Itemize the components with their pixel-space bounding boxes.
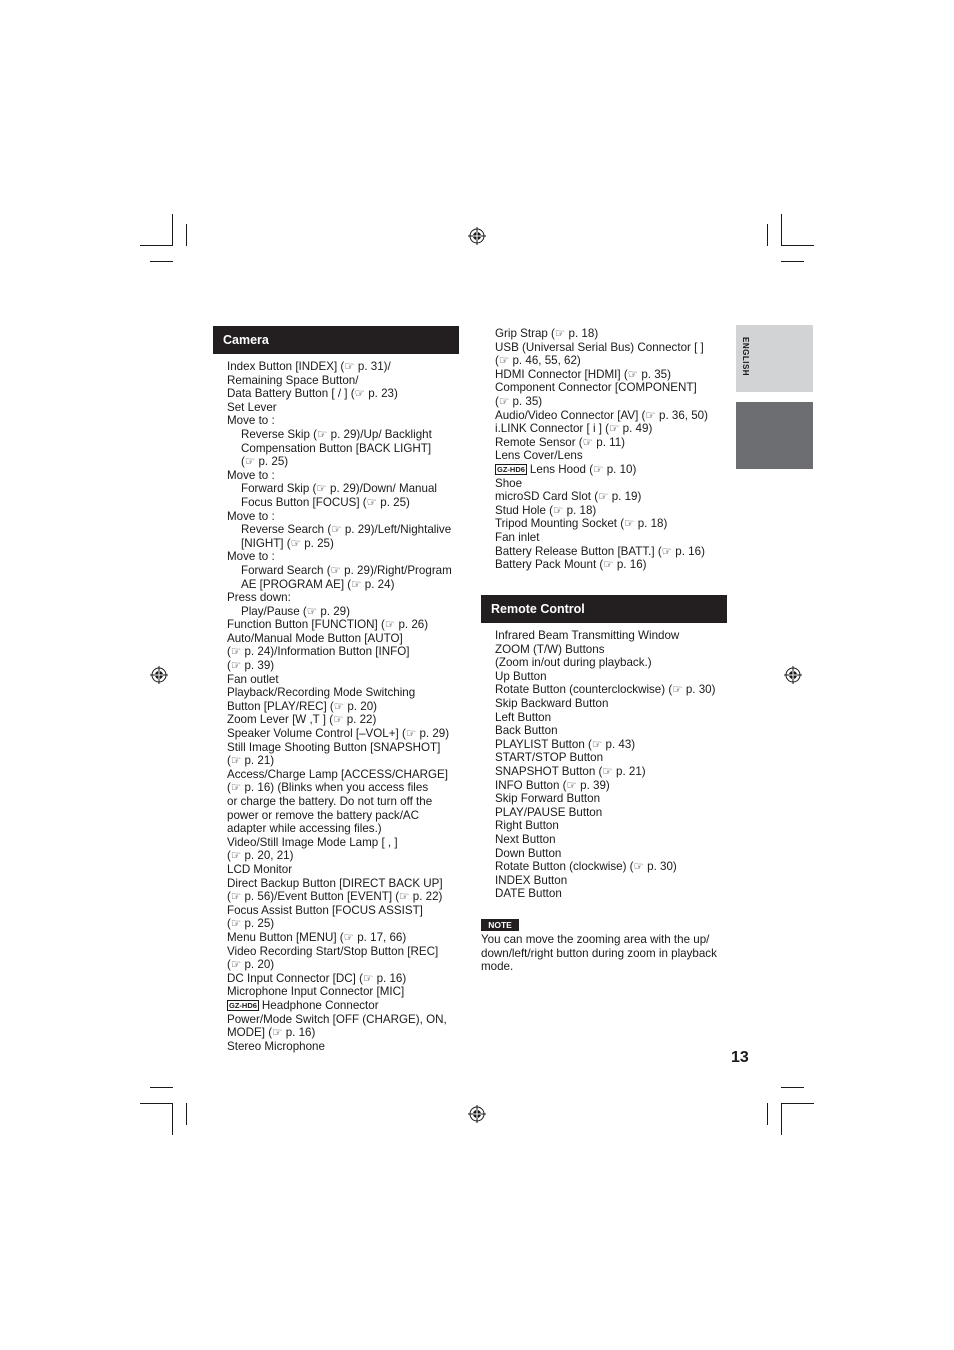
list-item: Shoe [495,476,523,490]
model-tag: GZ-HD6 [497,464,525,474]
list-item: [NIGHT] (☞ p. 25) [241,536,334,550]
list-item: Forward Skip (☞ p. 29)/Down/ Manual [241,482,437,496]
list-item: Remote Sensor (☞ p. 11) [495,435,626,449]
list-item: Focus Button [FOCUS] (☞ p. 25) [241,495,410,509]
list-item: microSD Card Slot (☞ p. 19) [495,490,642,504]
list-item: Move to : [227,509,275,523]
list-item: SNAPSHOT Button (☞ p. 21) [495,764,646,778]
model-tag: GZ-HD6 [229,1000,257,1010]
list-item: Auto/Manual Mode Button [AUTO] [227,631,403,645]
list-item: (☞ p. 25) [241,455,289,469]
list-item: i.LINK Connector [ i ] (☞ p. 49) [495,422,653,436]
list-item: Component Connector [COMPONENT] [495,381,697,395]
list-item: (Zoom in/out during playback.) [495,656,652,670]
camera-section-header: Camera [213,326,459,354]
camera-parts-list-continued [495,327,708,572]
list-item: MODE] (☞ p. 16) [227,1026,316,1040]
list-item: DATE Button [495,887,562,901]
list-item: (☞ p. 35) [495,394,543,408]
note-label: NOTE [481,919,519,931]
list-item: Infrared Beam Transmitting Window [495,629,680,642]
remote-parts-list [495,629,715,901]
list-item: adapter while accessing files.) [227,822,382,836]
list-item: PLAYLIST Button (☞ p. 43) [495,737,636,751]
list-item: ZOOM (T/W) Buttons [495,642,605,656]
list-item: Data Battery Button [ / ] (☞ p. 23) [227,387,398,401]
list-item: Rotate Button (clockwise) (☞ p. 30) [495,860,677,874]
registration-mark-icon [150,666,168,684]
list-item: power or remove the battery pack/AC [227,808,420,822]
list-item: Move to : [227,550,275,564]
list-item: Stud Hole (☞ p. 18) [495,503,597,517]
remote-section-header: Remote Control [481,595,727,623]
list-item: Tripod Mounting Socket (☞ p. 18) [495,517,668,531]
list-item: Direct Backup Button [DIRECT BACK UP] [227,876,443,890]
list-item: Access/Charge Lamp [ACCESS/CHARGE] [227,767,449,781]
language-tab-label: ENGLISH [741,337,750,377]
list-item: Skip Backward Button [495,696,609,710]
note-line: down/left/right button during zoom in playback [481,946,717,960]
list-item: Video/Still Image Mode Lamp [ , ] [227,835,398,849]
list-item: Back Button [495,724,558,738]
list-item: Remaining Space Button/ [227,373,359,387]
list-item: Press down: [227,591,291,605]
list-item: Down Button [495,846,562,860]
list-item: (☞ p. 25) [227,917,275,931]
list-item: Battery Pack Mount (☞ p. 16) [495,558,647,572]
language-tab [736,325,813,392]
list-item: Stereo Microphone [227,1039,325,1053]
list-item: Index Button [INDEX] (☞ p. 31)/ [227,360,391,373]
list-item: (☞ p. 16) (Blinks when you access files [227,781,429,795]
list-item: (☞ p. 24)/Information Button [INFO] [227,645,410,659]
list-item: Power/Mode Switch [OFF (CHARGE), ON, [227,1012,447,1026]
list-item: Function Button [FUNCTION] (☞ p. 26) [227,618,429,632]
list-item: DC Input Connector [DC] (☞ p. 16) [227,971,407,985]
list-item: Zoom Lever [W ,T ] (☞ p. 22) [227,713,377,727]
list-item: Left Button [495,710,552,724]
list-item: Video Recording Start/Stop Button [REC] [227,944,439,958]
page-number: 13 [731,1049,749,1066]
list-item: Button [PLAY/REC] (☞ p. 20) [227,699,378,713]
list-item: Set Lever [227,400,277,414]
list-item: START/STOP Button [495,751,604,765]
note-line: mode. [481,960,514,974]
list-item: Play/Pause (☞ p. 29) [241,604,350,618]
list-item: Move to : [227,414,275,428]
list-item: (☞ p. 39) [227,659,275,673]
list-item: Reverse Skip (☞ p. 29)/Up/ Backlight [241,427,432,441]
list-item: Lens Cover/Lens [495,449,583,463]
list-item: Fan inlet [495,530,540,544]
camera-parts-list [227,360,452,1053]
note-text [481,933,717,974]
registration-mark-icon [784,666,802,684]
list-item: HDMI Connector [HDMI] (☞ p. 35) [495,367,671,381]
list-item: Menu Button [MENU] (☞ p. 17, 66) [227,930,407,944]
list-item: Speaker Volume Control [–VOL+] (☞ p. 29) [227,727,450,741]
list-item: Audio/Video Connector [AV] (☞ p. 36, 50) [495,408,708,422]
list-item: USB (Universal Serial Bus) Connector [ ] [495,340,704,354]
list-item: AE [PROGRAM AE] (☞ p. 24) [241,577,395,591]
list-item: Right Button [495,819,559,833]
list-item: (☞ p. 21) [227,754,275,768]
list-item: Still Image Shooting Button [SNAPSHOT] [227,740,441,754]
list-item: Next Button [495,832,556,846]
list-item: Fan outlet [227,672,279,686]
list-item: GZ-HD6 Headphone Connector [229,998,379,1012]
list-item: (☞ p. 56)/Event Button [EVENT] (☞ p. 22) [227,890,443,904]
list-item: Compensation Button [BACK LIGHT] [241,441,432,455]
list-item: PLAY/PAUSE Button [495,805,603,819]
list-item: Forward Search (☞ p. 29)/Right/Program [241,563,452,577]
list-item: Focus Assist Button [FOCUS ASSIST] [227,903,423,917]
list-item: (☞ p. 20) [227,958,275,972]
list-item: Skip Forward Button [495,792,601,806]
list-item: Reverse Search (☞ p. 29)/Left/Nightalive [241,523,452,537]
list-item: INDEX Button [495,873,568,887]
list-item: Grip Strap (☞ p. 18) [495,327,599,340]
list-item: Up Button [495,669,547,683]
list-item: Rotate Button (counterclockwise) (☞ p. 30) [495,683,716,697]
registration-mark-icon [468,227,486,245]
list-item: (☞ p. 20, 21) [227,849,294,863]
list-item: INFO Button (☞ p. 39) [495,778,610,792]
list-item: Battery Release Button [BATT.] (☞ p. 16) [495,544,705,558]
list-item: GZ-HD6 Lens Hood (☞ p. 10) [497,462,637,476]
note-line: You can move the zooming area with the up/ [481,933,710,946]
list-item: (☞ p. 46, 55, 62) [495,354,581,368]
list-item: Microphone Input Connector [MIC] [227,985,405,999]
section-tab [736,402,813,469]
list-item: or charge the battery. Do not turn off the [227,795,433,808]
registration-mark-icon [468,1105,486,1123]
list-item: Playback/Recording Mode Switching [227,686,416,700]
list-item: Move to : [227,468,275,482]
list-item: LCD Monitor [227,862,293,876]
